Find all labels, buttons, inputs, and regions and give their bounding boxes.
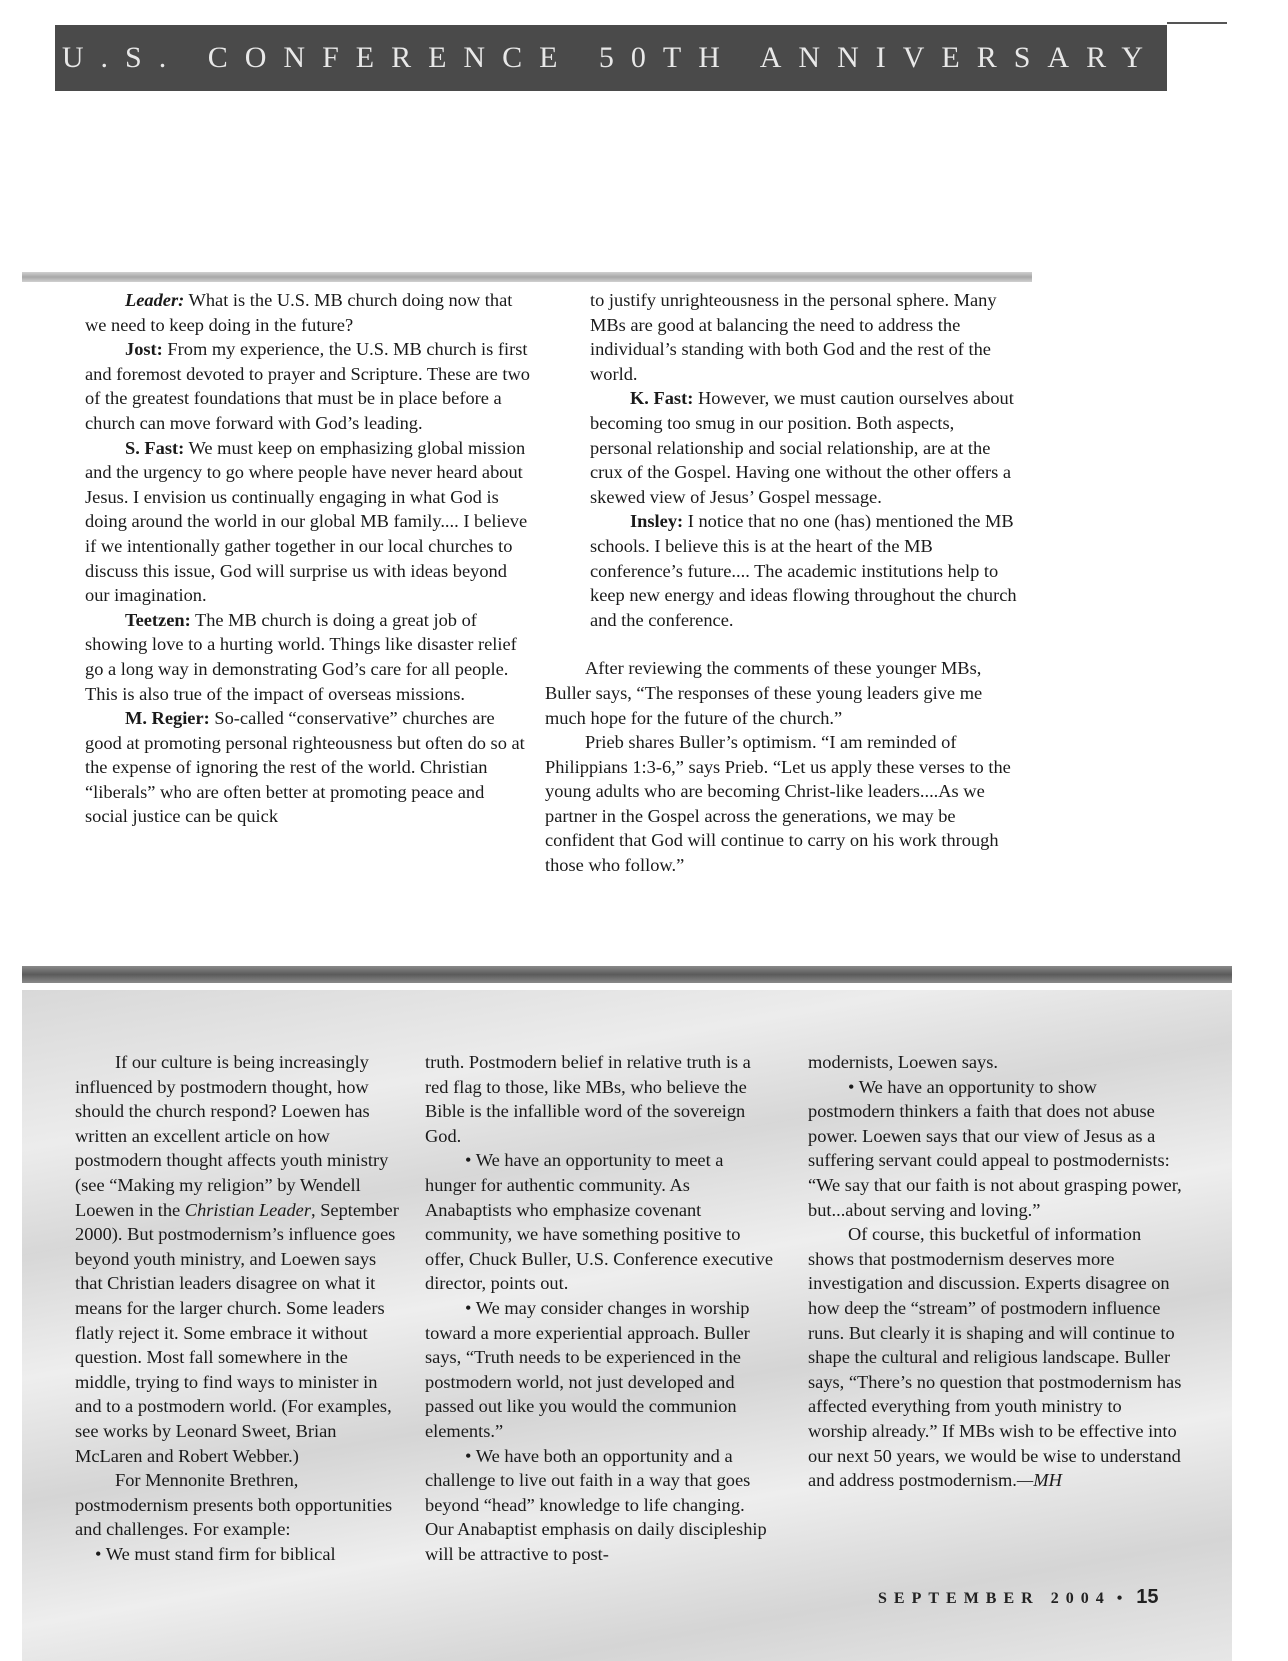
interview-paragraph: [85, 706, 530, 829]
speaker-text: From my experience, the U.S. MB church is first and foremost devoted to prayer and Scripture. These are two of the greatest foundations that must be in place before a church can move forward with God’s leading.: [85, 339, 530, 433]
speaker-name: Teetzen:: [125, 609, 191, 630]
sidebar-top-rule: [22, 966, 1232, 983]
speaker-text: The MB church is doing a great job of showing love to a hurting world. Things like disaster relief go a long way in demonstrating God’s care for all people. This is also true of the impact of overseas missions.: [85, 609, 517, 704]
interview-paragraph: [85, 608, 530, 706]
sidebar-paragraph: Of course, this bucketful of information shows that postmodernism deserves more investigation and discussion. Experts disagree on how deep the “stream” of postmodern influence runs. But clearly it is shaping and will continue to shape the cultural and religious landscape. Buller says, “There’s no question that postmodernism has affected everything from youth ministry to worship already.” If MBs wish to be effective into our next 50 years, we would be wise to understand and address postmodernism.—MH: [808, 1224, 1182, 1491]
publication-title: Christian Leader: [184, 1199, 311, 1220]
sidebar-bullet: • We may consider changes in worship toward a more experiential approach. Buller says, “Truth needs to be experienced in the postmodern world, not just developed and passed out like you would the communion elements.”: [425, 1297, 750, 1441]
speaker-text: However, we must caution ourselves about becoming too smug in our position. Both aspects, personal relationship and social relationship, are at the crux of the Gospel. Having one without the other offers a skewed view of Jesus’ Gospel message.: [590, 388, 1014, 507]
page-number: 15: [1136, 1586, 1159, 1608]
interview-paragraph: [85, 288, 530, 337]
sidebar-bullet: • We have an opportunity to show postmodern thinkers a faith that does not abuse power. Loewen says that our view of Jesus as a suffering servant could appeal to postmodernists: “We say that our faith is not about grasping power, but...about serving and loving.”: [808, 1076, 1182, 1220]
section-header-bar: [55, 25, 1167, 91]
speaker-text: I notice that no one (has) mentioned the MB schools. I believe this is at the heart of the MB conference’s future.... The academic institutions help to keep new energy and ideas flowing throughout the church and the conference.: [590, 511, 1017, 630]
closing-paragraph: Prieb shares Buller’s optimism. “I am reminded of Philippians 1:3-6,” says Prieb. “Let us apply these verses to the young adults who are becoming Christ-like leaders....As we partner in the Gospel across the generations, we may be confident that God will continue to carry on his work through those who follow.”: [545, 732, 1011, 876]
sidebar-bullet: • We have both an opportunity and a challenge to live out faith in a way that goes beyond “head” knowledge to life changing. Our Anabaptist emphasis on daily discipleship will be attractive to post-: [425, 1445, 767, 1564]
footer-separator: •: [1116, 1590, 1123, 1607]
divider-rule: [22, 272, 1032, 282]
interview-continuation: to justify unrighteousness in the personal sphere. Many MBs are good at balancing the need to address the individual’s standing with both God and the rest of the world.: [590, 290, 997, 384]
section-title: U.S. CONFERENCE 50TH ANNIVERSARY: [61, 41, 1161, 74]
speaker-text: So-called “conservative” churches are good at promoting personal righteousness but often do so at the expense of ignoring the rest of the world. Christian “liberals” who are often better at promoting peace and social justice can be quick: [85, 708, 525, 827]
speaker-name: Jost:: [125, 339, 163, 360]
sidebar-paragraph: For Mennonite Brethren, postmodernism presents both opportunities and challenges. For example:: [75, 1470, 393, 1540]
interview-paragraph: [590, 509, 1020, 632]
interview-paragraph: [85, 436, 530, 608]
speaker-text: We must keep on emphasizing global mission and the urgency to go where people have never heard about Jesus. I envision us continually engaging in what God is doing around the world in our global MB family.... I believe if we intentionally gather together in our local churches to discuss this issue, God will surprise us with ideas beyond our imagination.: [85, 437, 528, 606]
speaker-text: What is the U.S. MB church doing now that we need to keep doing in the future?: [85, 290, 513, 335]
header-rule: [1167, 22, 1227, 24]
speaker-name: M. Regier:: [125, 708, 210, 729]
speaker-name: Insley:: [630, 511, 684, 532]
sidebar-column-3: [808, 1050, 1183, 1493]
issue-date: SEPTEMBER 2004: [878, 1590, 1111, 1607]
interview-column-left: [85, 288, 530, 829]
page-footer: [878, 1586, 1178, 1609]
interview-column-right: [545, 288, 1020, 878]
sidebar-paragraph: If our culture is being increasingly influenced by postmodern thought, how should the church respond? Loewen has written an excellent article on how postmodern thought affects youth ministry (see “Making my religion” by Wendell Loewen in the Christian Leader, September 2000). But postmodernism’s influence goes beyond youth ministry, and Loewen says that Christian leaders disagree on what it means for the larger church. Some leaders flatly reject it. Some embrace it without question. Most fall somewhere in the middle, trying to find ways to minister in and to a postmodern world. (For examples, see works by Leonard Sweet, Brian McLaren and Robert Webber.): [75, 1052, 399, 1466]
interview-paragraph: [85, 337, 530, 435]
sidebar-column-2: [425, 1050, 775, 1566]
sidebar-bullet: • We must stand firm for biblical: [95, 1543, 336, 1564]
sidebar-paragraph: truth. Postmodern belief in relative truth is a red flag to those, like MBs, who believe the Bible is the infallible word of the sovereign God.: [425, 1052, 751, 1146]
speaker-name: S. Fast:: [125, 437, 185, 458]
sidebar-paragraph: modernists, Loewen says.: [808, 1052, 999, 1072]
sidebar-column-1: [75, 1050, 405, 1566]
speaker-name: Leader:: [125, 290, 185, 310]
interview-paragraph: [590, 386, 1020, 509]
sidebar-bullet: • We have an opportunity to meet a hunger for authentic community. As Anabaptists who emphasize covenant community, we have something positive to offer, Chuck Buller, U.S. Conference executive director, points out.: [425, 1150, 774, 1294]
author-signoff: —MH: [1016, 1470, 1062, 1491]
closing-paragraph: After reviewing the comments of these younger MBs, Buller says, “The responses of these young leaders give me much hope for the future of the church.”: [545, 658, 983, 728]
speaker-name: K. Fast:: [630, 388, 694, 409]
